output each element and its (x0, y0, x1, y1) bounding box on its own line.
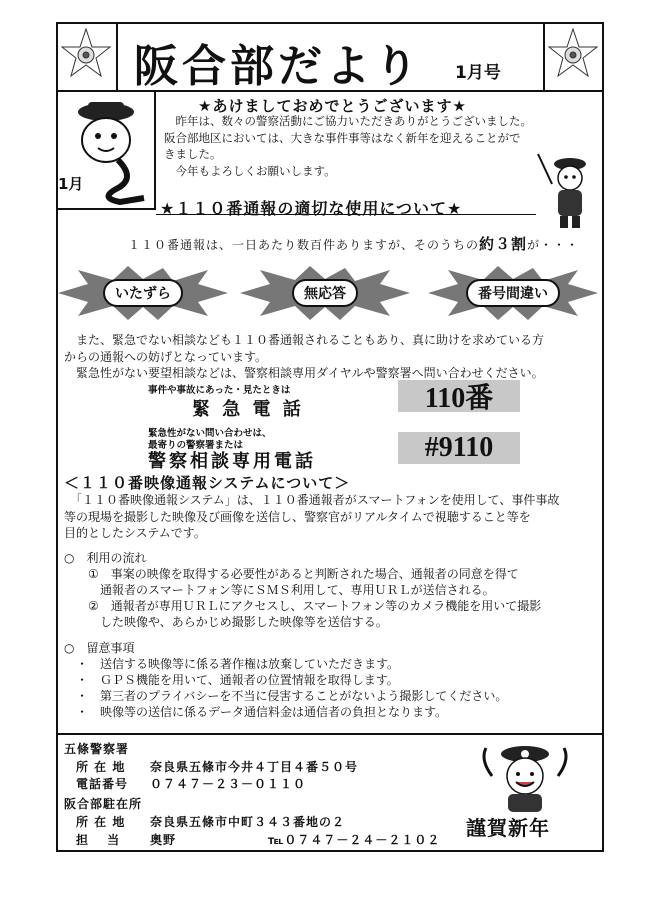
station-address: 奈良県五條市今井４丁目４番５０号 (150, 760, 359, 774)
video-paragraph (64, 492, 594, 542)
flow-line: した映像や、あらかじめ撮影した映像等を送信する。 (64, 615, 388, 629)
section-divider (156, 214, 536, 215)
note-item: ・ 送信する映像等に係る著作権は放棄していただきます。 (64, 657, 400, 671)
burst-label: いたずら (103, 279, 183, 307)
issue-label: 1月号 (455, 63, 501, 83)
section-110-intro (128, 233, 579, 254)
section-110-paragraph (64, 332, 594, 382)
burst-label: 番号間違い (466, 279, 560, 307)
paragraph-line: また、緊急でない相談なども１１０番通報されることもあり、真に助けを求めている方 (64, 333, 545, 347)
emergency-label: 緊 急 電 話 (192, 399, 304, 420)
branch-address: 奈良県五條市中町３４３番地の２ (150, 815, 346, 829)
note-item: ・ ＧＰＳ機能を用いて、通報者の位置情報を取得します。 (64, 673, 399, 687)
note-item: ・ 映像等の送信に係るデータ通信料金は通信者の負担となります。 (64, 705, 448, 719)
intro-text-end: が・・・ (527, 238, 580, 252)
branch-phone: ℡０７４７－２４－２１０２ (268, 833, 441, 847)
flow-line: ② 通報者が専用ＵＲＬにアクセスし、スマートフォン等のカメラ機能を用いて撮影 (64, 599, 542, 613)
branch-address-label: 所 在 地 (76, 815, 126, 829)
header-emblem-left-cell (58, 24, 118, 90)
greeting-line: きました。 (164, 147, 222, 161)
station-phone-label: 電話番号 (76, 777, 129, 791)
station-phone: ０７４７－２３－０１１０ (150, 777, 307, 791)
video-section-title: ＜１１０番映像通報システムについて＞ (64, 474, 351, 492)
consult-number: #9110 (398, 432, 520, 464)
burst-no-response (240, 266, 410, 320)
police-emblem-icon (58, 24, 114, 86)
consult-label: 警察相談専用電話 (148, 451, 316, 472)
paragraph-line: 「１１０番映像通報システム」は、１１０番通報者がスマートフォンを使用して、事件事故 (64, 493, 560, 507)
header-emblem-right-cell (543, 24, 603, 90)
waving-officer-illustration (470, 740, 580, 812)
flow-heading: ○ 利用の流れ (64, 551, 147, 565)
staff-name: 奥野 (150, 833, 177, 847)
note-item: ・ 第三者のプライバシーを不当に侵害することがないよう撮影してください。 (64, 689, 508, 703)
emergency-number: 110番 (398, 380, 520, 412)
consult-caption-2: 最寄りの警察署または (148, 440, 244, 451)
flow-line: ① 事案の映像を取得する必要性があると判断された場合、通報者の同意を得て (64, 567, 519, 581)
police-officer-illustration (534, 150, 600, 230)
burst-label: 無応答 (292, 279, 358, 307)
police-emblem-icon (545, 24, 601, 86)
notes-list (64, 640, 604, 720)
notes-heading: ○ 留意事項 (64, 641, 135, 655)
new-year-greeting: 謹賀新年 (466, 816, 550, 840)
paragraph-line: 目的としたシステムです。 (64, 526, 206, 540)
usage-flow (64, 550, 604, 630)
intro-highlight: 約３割 (479, 235, 528, 253)
greeting-body (164, 113, 534, 179)
newsletter-title: 阪合部だより (134, 42, 422, 91)
greeting-line: 昨年は、数々の警察活動にご協力いただきありがとうございました。 (164, 114, 532, 128)
burst-prank (58, 266, 228, 320)
consult-caption-1: 緊急性がない問い合わせは、 (148, 428, 272, 439)
paragraph-line: 緊急性がない要望相談などは、警察相談専用ダイヤルや警察署へ問い合わせください。 (64, 366, 544, 380)
greeting-line: 今年もよろしくお願いします。 (164, 163, 336, 178)
footer-divider (58, 733, 602, 735)
greeting-line: 阪合部地区においては、大きな事件事等はなく新年を迎えることがで (164, 130, 521, 145)
branch-name: 阪合部駐在所 (64, 797, 143, 811)
emergency-caption: 事件や事故にあった・見たときは (148, 385, 291, 396)
burst-wrong-number (428, 266, 598, 320)
station-address-label: 所 在 地 (76, 760, 126, 774)
staff-label: 担 当 (76, 833, 121, 847)
paragraph-line: 等の現場を撮影した映像及び画像を送信し、警察官がリアルタイムで視聴すること等を (64, 509, 531, 524)
section-110-title: ★１１０番通報の適切な使用について★ (160, 199, 463, 218)
paragraph-line: からの通報への妨げとなっています。 (64, 349, 268, 364)
station-name: 五條警察署 (64, 742, 130, 756)
flow-line: 通報者のスマートフォン等にＳＭＳ利用して、専用ＵＲＬが送信される。 (64, 583, 495, 597)
greeting-title: ★あけましておめでとうございます★ (198, 97, 467, 115)
month-label: 1月 (58, 175, 84, 193)
intro-text: １１０番通報は、一日あたり数百件ありますが、そのうちの (128, 238, 480, 252)
